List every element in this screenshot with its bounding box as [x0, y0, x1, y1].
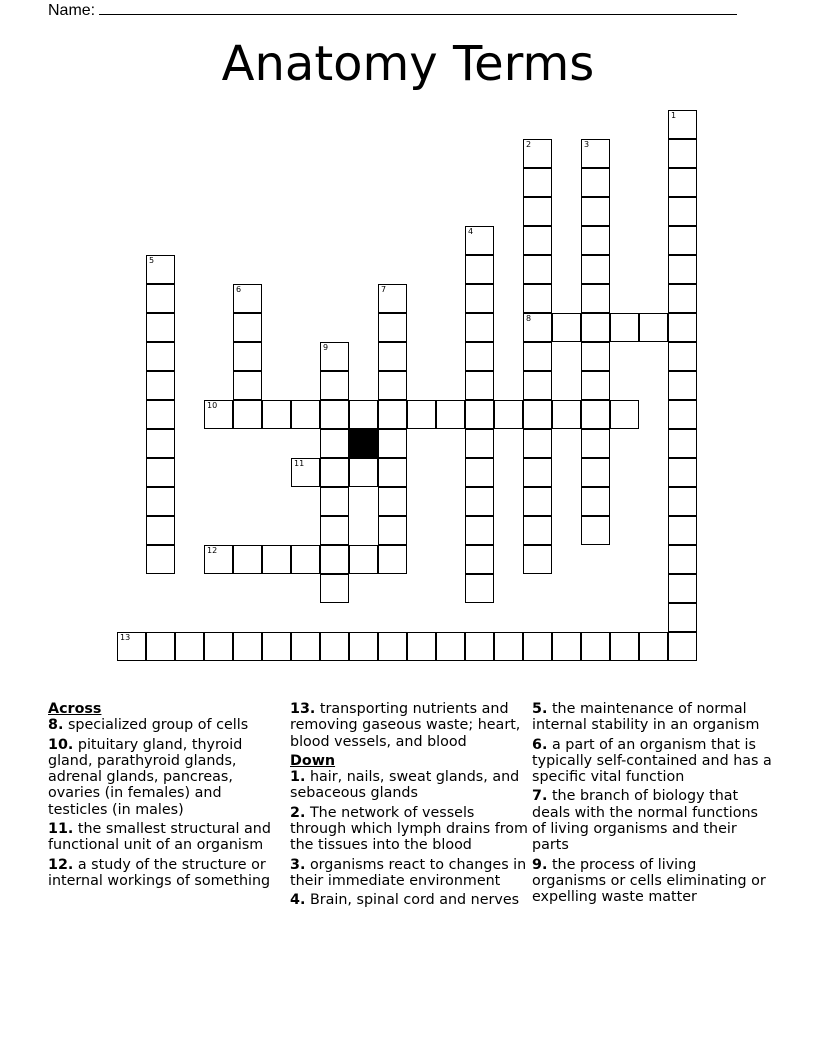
grid-cell[interactable] [291, 632, 320, 661]
grid-cell[interactable] [668, 139, 697, 168]
grid-cell[interactable] [523, 168, 552, 197]
grid-cell[interactable] [146, 313, 175, 342]
grid-cell[interactable] [436, 632, 465, 661]
grid-cell[interactable] [494, 632, 523, 661]
grid-cell[interactable] [320, 487, 349, 516]
grid-cell[interactable] [465, 458, 494, 487]
grid-cell[interactable] [233, 371, 262, 400]
grid-cell[interactable] [581, 516, 610, 545]
clue-number: 5 [149, 256, 155, 265]
grid-cell[interactable] [523, 342, 552, 371]
grid-cell[interactable] [668, 342, 697, 371]
clue-across-8: 8. specialized group of cells [48, 717, 249, 734]
clue-number: 4 [468, 227, 474, 236]
clue-down-1: 1. hair, nails, sweat glands, and sebaceous glands [290, 769, 520, 802]
grid-cell[interactable] [349, 458, 378, 487]
grid-cell[interactable] [320, 371, 349, 400]
grid-cell[interactable] [581, 429, 610, 458]
grid-cell[interactable] [523, 632, 552, 661]
grid-cell[interactable] [523, 458, 552, 487]
page-title: Anatomy Terms [221, 36, 595, 92]
grid-cell[interactable] [668, 400, 697, 429]
grid-cell[interactable] [465, 429, 494, 458]
grid-cell[interactable] [523, 139, 552, 168]
grid-cell[interactable] [378, 313, 407, 342]
grid-cell[interactable] [465, 226, 494, 255]
grid-cell[interactable] [668, 371, 697, 400]
grid-cell[interactable] [407, 632, 436, 661]
down-heading: Down [290, 752, 336, 769]
grid-cell[interactable] [523, 545, 552, 574]
grid-cell[interactable] [378, 342, 407, 371]
grid-cell[interactable] [349, 632, 378, 661]
grid-cell[interactable] [523, 313, 552, 342]
clue-across-12: 12. a study of the structure or internal workings of something [48, 856, 271, 889]
grid-cell[interactable] [146, 400, 175, 429]
grid-cell[interactable] [581, 400, 610, 429]
grid-cell[interactable] [262, 545, 291, 574]
grid-cell[interactable] [233, 342, 262, 371]
grid-cell[interactable] [175, 632, 204, 661]
clue-across-10: 10. pituitary gland, thyroid gland, parathyroid glands, adrenal glands, pancreas, ovaries (in females) and testicles (in males) [48, 736, 243, 818]
grid-cell[interactable] [378, 632, 407, 661]
grid-cell[interactable] [552, 313, 581, 342]
grid-block [349, 429, 378, 458]
grid-cell[interactable] [523, 516, 552, 545]
grid-cell[interactable] [146, 516, 175, 545]
grid-cell[interactable] [523, 197, 552, 226]
grid-cell[interactable] [320, 545, 349, 574]
grid-cell[interactable] [378, 545, 407, 574]
clue-down-9: 9. the process of living organisms or cells eliminating or expelling waste matter [532, 856, 766, 906]
clue-number: 2 [526, 140, 532, 149]
grid-cell[interactable] [320, 632, 349, 661]
clue-number: 10 [207, 401, 218, 410]
grid-cell[interactable] [262, 400, 291, 429]
name-label: Name: [48, 2, 96, 19]
grid-cell[interactable] [581, 487, 610, 516]
grid-cell[interactable] [233, 632, 262, 661]
grid-cell[interactable] [146, 429, 175, 458]
grid-cell[interactable] [436, 400, 465, 429]
clues-column-3 [532, 701, 772, 909]
clue-number: 3 [584, 140, 590, 149]
grid-cell[interactable] [581, 226, 610, 255]
clue-down-5: 5. the maintenance of normal internal stability in an organism [532, 701, 760, 734]
grid-cell[interactable] [465, 255, 494, 284]
grid-cell[interactable] [523, 400, 552, 429]
grid-cell[interactable] [552, 632, 581, 661]
grid-cell[interactable] [465, 574, 494, 603]
clue-number: 12 [207, 546, 218, 555]
grid-cell[interactable] [320, 458, 349, 487]
grid-cell[interactable] [668, 168, 697, 197]
grid-cell[interactable] [668, 632, 697, 661]
grid-cell[interactable] [233, 545, 262, 574]
grid-cell[interactable] [407, 400, 436, 429]
grid-cell[interactable] [668, 516, 697, 545]
grid-cell[interactable] [146, 487, 175, 516]
grid-cell[interactable] [494, 400, 523, 429]
grid-cell[interactable] [233, 313, 262, 342]
grid-cell[interactable] [668, 545, 697, 574]
grid-cell[interactable] [581, 139, 610, 168]
grid-cell[interactable] [204, 632, 233, 661]
grid-cell[interactable] [204, 545, 233, 574]
grid-cell[interactable] [465, 516, 494, 545]
grid-cell[interactable] [668, 284, 697, 313]
grid-cell[interactable] [320, 429, 349, 458]
clue-down-7: 7. the branch of biology that deals with the normal functions of living organisms and their parts [532, 788, 758, 854]
grid-cell[interactable] [581, 458, 610, 487]
clue-number: 13 [120, 633, 131, 642]
grid-cell[interactable] [378, 516, 407, 545]
grid-cell[interactable] [146, 632, 175, 661]
grid-cell[interactable] [320, 400, 349, 429]
grid-cell[interactable] [523, 371, 552, 400]
grid-cell[interactable] [581, 313, 610, 342]
grid-cell[interactable] [639, 313, 668, 342]
clue-number: 8 [526, 314, 532, 323]
grid-cell[interactable] [146, 255, 175, 284]
grid-cell[interactable] [465, 342, 494, 371]
grid-cell[interactable] [146, 371, 175, 400]
grid-cell[interactable] [146, 545, 175, 574]
grid-cell[interactable] [552, 400, 581, 429]
clue-down-4: 4. Brain, spinal cord and nerves [290, 892, 520, 909]
grid-cell[interactable] [581, 255, 610, 284]
grid-cell[interactable] [349, 400, 378, 429]
grid-cell[interactable] [378, 284, 407, 313]
grid-cell[interactable] [581, 632, 610, 661]
grid-cell[interactable] [378, 371, 407, 400]
grid-cell[interactable] [204, 400, 233, 429]
grid-cell[interactable] [581, 371, 610, 400]
grid-cell[interactable] [465, 545, 494, 574]
across-heading: Across [48, 701, 102, 717]
grid-cell[interactable] [349, 545, 378, 574]
grid-cell[interactable] [262, 632, 291, 661]
clue-number: 9 [323, 343, 329, 352]
grid-cell[interactable] [581, 284, 610, 313]
grid-cell[interactable] [465, 371, 494, 400]
grid-cell[interactable] [465, 487, 494, 516]
grid-cell[interactable] [233, 400, 262, 429]
grid-cell[interactable] [668, 458, 697, 487]
clue-across-13: 13. transporting nutrients and removing gaseous waste; heart, blood vessels, and blood [290, 701, 521, 750]
grid-cell[interactable] [320, 342, 349, 371]
grid-cell[interactable] [465, 400, 494, 429]
grid-cell[interactable] [610, 632, 639, 661]
clue-down-6: 6. a part of an organism that is typically self-contained and has a specific vital function [532, 736, 772, 786]
grid-cell[interactable] [146, 458, 175, 487]
grid-cell[interactable] [523, 429, 552, 458]
clue-down-2: 2. The network of vessels through which lymph drains from the tissues into the blood [290, 804, 528, 854]
clue-number: 6 [236, 285, 242, 294]
grid-cell[interactable] [291, 400, 320, 429]
grid-cell[interactable] [378, 429, 407, 458]
grid-cell[interactable] [668, 197, 697, 226]
grid-cell[interactable] [378, 487, 407, 516]
grid-cell[interactable] [291, 545, 320, 574]
grid-cell[interactable] [465, 284, 494, 313]
grid-cell[interactable] [146, 284, 175, 313]
grid-cell[interactable] [581, 168, 610, 197]
grid-cell[interactable] [668, 487, 697, 516]
grid-cell[interactable] [668, 574, 697, 603]
grid-cell[interactable] [610, 400, 639, 429]
grid-cell[interactable] [523, 487, 552, 516]
clue-across-11: 11. the smallest structural and functional unit of an organism [48, 821, 271, 854]
clue-number: 11 [294, 459, 305, 468]
grid-cell[interactable] [668, 110, 697, 139]
grid-cell[interactable] [233, 284, 262, 313]
clues-column-2 [290, 701, 530, 912]
clue-number: 7 [381, 285, 387, 294]
grid-cell[interactable] [668, 313, 697, 342]
clue-number: 1 [671, 111, 677, 120]
grid-cell[interactable] [581, 197, 610, 226]
grid-cell[interactable] [523, 284, 552, 313]
grid-cell[interactable] [668, 255, 697, 284]
grid-cell[interactable] [523, 255, 552, 284]
grid-cell[interactable] [378, 400, 407, 429]
grid-cell[interactable] [465, 313, 494, 342]
grid-cell[interactable] [320, 574, 349, 603]
grid-cell[interactable] [668, 226, 697, 255]
grid-cell[interactable] [378, 458, 407, 487]
grid-cell[interactable] [639, 632, 668, 661]
grid-cell[interactable] [610, 313, 639, 342]
grid-cell[interactable] [465, 632, 494, 661]
grid-cell[interactable] [291, 458, 320, 487]
clue-down-3: 3. organisms react to changes in their immediate environment [290, 856, 527, 889]
grid-cell[interactable] [320, 516, 349, 545]
grid-cell[interactable] [523, 226, 552, 255]
grid-cell[interactable] [146, 342, 175, 371]
grid-cell[interactable] [581, 342, 610, 371]
grid-cell[interactable] [117, 632, 146, 661]
grid-cell[interactable] [668, 429, 697, 458]
clues-column-1 [48, 701, 273, 892]
grid-cell[interactable] [668, 603, 697, 632]
